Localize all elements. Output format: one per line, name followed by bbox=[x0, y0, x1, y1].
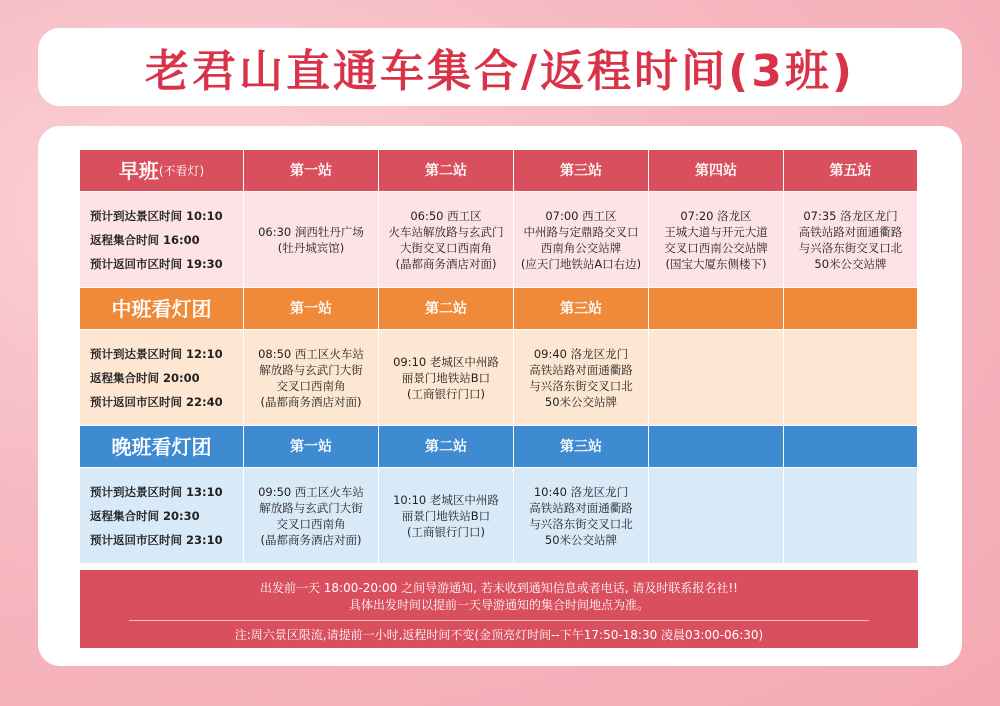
midday-header-empty-5 bbox=[784, 288, 918, 330]
stop-line: 09:40 洛龙区龙门 bbox=[533, 346, 629, 361]
stop-line: (工商银行门口) bbox=[407, 524, 485, 539]
stop-line: 06:30 涧西牡丹广场 bbox=[258, 224, 364, 239]
title-banner bbox=[38, 28, 962, 106]
morning-stop-2 bbox=[379, 192, 514, 288]
midday-return-city-time: 预计返回市区时间 22:40 bbox=[90, 394, 223, 409]
stop-line: 王城大道与开元大道 bbox=[664, 224, 768, 239]
evening-header-stop-3: 第三站 bbox=[514, 426, 649, 468]
midday-times bbox=[80, 330, 244, 426]
stop-line: 50米公交站牌 bbox=[814, 256, 887, 271]
midday-arrive-time: 预计到达景区时间 12:10 bbox=[90, 346, 223, 361]
evening-empty-4 bbox=[649, 468, 784, 564]
morning-times bbox=[80, 192, 244, 288]
stop-line: 06:50 西工区 bbox=[410, 208, 482, 223]
midday-header-stop-1: 第一站 bbox=[244, 288, 379, 330]
evening-return-gather-time: 返程集合时间 20:30 bbox=[90, 508, 200, 523]
evening-empty-5 bbox=[784, 468, 918, 564]
midday-body-row bbox=[80, 330, 918, 426]
midday-stop-3 bbox=[514, 330, 649, 426]
stop-line: 交叉口西南公交站牌 bbox=[664, 240, 768, 255]
evening-title: 晚班看灯团 bbox=[111, 434, 212, 459]
stop-line: 与兴洛东街交叉口北 bbox=[529, 378, 633, 393]
stop-line: 中州路与定鼎路交叉口 bbox=[523, 224, 639, 239]
stop-line: 07:20 洛龙区 bbox=[680, 208, 752, 223]
midday-stop-1 bbox=[244, 330, 379, 426]
stop-line: 交叉口西南角 bbox=[276, 378, 346, 393]
stop-line: 50米公交站牌 bbox=[544, 532, 618, 547]
stop-line: (工商银行门口) bbox=[407, 386, 485, 401]
footer-divider bbox=[129, 620, 869, 621]
stop-line: 丽景门地铁站B口 bbox=[401, 508, 491, 523]
stop-line: 高铁站路对面通衢路 bbox=[529, 500, 633, 515]
morning-stop-3 bbox=[514, 192, 649, 288]
stop-line: 07:35 洛龙区龙门 bbox=[803, 208, 898, 223]
evening-header-row bbox=[80, 426, 918, 468]
midday-empty-5 bbox=[784, 330, 918, 426]
stop-line: 西南角公交站牌 bbox=[540, 240, 622, 255]
stop-line: 10:10 老城区中州路 bbox=[393, 492, 499, 507]
stop-line: 与兴洛东街交叉口北 bbox=[798, 240, 903, 255]
morning-header-stop-1: 第一站 bbox=[244, 150, 379, 192]
notice-note: 注:周六景区限流,请提前一小时,返程时间不变(金顶亮灯时间--下午17:50-18:30 凌晨03:00-06:30) bbox=[234, 628, 764, 642]
stop-line: 08:50 西工区火车站 bbox=[258, 346, 364, 361]
midday-stop-2 bbox=[379, 330, 514, 426]
morning-return-city-time: 预计返回市区时间 19:30 bbox=[90, 256, 223, 271]
morning-header-stop-3: 第三站 bbox=[514, 150, 649, 192]
evening-stop-3 bbox=[514, 468, 649, 564]
schedule-table bbox=[80, 150, 918, 564]
midday-empty-4 bbox=[649, 330, 784, 426]
morning-title-cell bbox=[80, 150, 244, 192]
stop-line: (牡丹城宾馆) bbox=[277, 240, 345, 255]
midday-header-empty-4 bbox=[649, 288, 784, 330]
notice-line-2: 具体出发时间以提前一天导游通知的集合时间地点为准。 bbox=[348, 598, 649, 612]
stop-line: (晶都商务酒店对面) bbox=[260, 532, 362, 547]
evening-stop-2 bbox=[379, 468, 514, 564]
footer-notice bbox=[80, 570, 918, 648]
stop-line: 10:40 洛龙区龙门 bbox=[533, 484, 629, 499]
evening-times bbox=[80, 468, 244, 564]
morning-title: 早班 bbox=[118, 158, 159, 183]
stop-line: 交叉口西南角 bbox=[276, 516, 346, 531]
evening-arrive-time: 预计到达景区时间 13:10 bbox=[90, 484, 223, 499]
stop-line: (应天门地铁站A口右边) bbox=[520, 256, 642, 271]
midday-title: 中班看灯团 bbox=[111, 296, 212, 321]
evening-body-row bbox=[80, 468, 918, 564]
morning-header-stop-4: 第四站 bbox=[649, 150, 784, 192]
stop-line: (晶都商务酒店对面) bbox=[260, 394, 362, 409]
midday-title-cell bbox=[80, 288, 244, 330]
midday-header-stop-3: 第三站 bbox=[514, 288, 649, 330]
morning-subtitle: (不看灯) bbox=[158, 163, 205, 178]
evening-header-stop-1: 第一站 bbox=[244, 426, 379, 468]
morning-body-row bbox=[80, 192, 918, 288]
morning-header-stop-5: 第五站 bbox=[784, 150, 918, 192]
midday-header-row bbox=[80, 288, 918, 330]
morning-return-gather-time: 返程集合时间 16:00 bbox=[90, 232, 200, 247]
evening-header-stop-2: 第二站 bbox=[379, 426, 514, 468]
stop-line: 50米公交站牌 bbox=[544, 394, 618, 409]
midday-return-gather-time: 返程集合时间 20:00 bbox=[90, 370, 200, 385]
morning-stop-1 bbox=[244, 192, 379, 288]
stop-line: 09:50 西工区火车站 bbox=[258, 484, 364, 499]
morning-stop-5 bbox=[784, 192, 918, 288]
stop-line: 丽景门地铁站B口 bbox=[401, 370, 491, 385]
stop-line: 与兴洛东街交叉口北 bbox=[529, 516, 633, 531]
stop-line: 大街交叉口西南角 bbox=[400, 240, 492, 255]
notice-line-1: 出发前一天 18:00-20:00 之间导游通知, 若未收到通知信息或者电话, 请及时联系报名社!! bbox=[259, 581, 738, 595]
stop-line: 高铁站路对面通衢路 bbox=[798, 224, 903, 239]
morning-header-row bbox=[80, 150, 918, 192]
stop-line: 解放路与玄武门大街 bbox=[259, 500, 363, 515]
evening-header-empty-5 bbox=[784, 426, 918, 468]
stop-line: 解放路与玄武门大街 bbox=[259, 362, 363, 377]
morning-stop-4 bbox=[649, 192, 784, 288]
midday-header-stop-2: 第二站 bbox=[379, 288, 514, 330]
stop-line: 高铁站路对面通衢路 bbox=[529, 362, 633, 377]
stop-line: 07:00 西工区 bbox=[545, 208, 617, 223]
stop-line: 09:10 老城区中州路 bbox=[393, 354, 499, 369]
stop-line: (国宝大厦东侧楼下) bbox=[665, 256, 767, 271]
stop-line: (晶都商务酒店对面) bbox=[395, 256, 497, 271]
morning-arrive-time: 预计到达景区时间 10:10 bbox=[90, 208, 223, 223]
page-title: 老君山直通车集合/返程时间(3班) bbox=[145, 46, 855, 97]
evening-header-empty-4 bbox=[649, 426, 784, 468]
morning-header-stop-2: 第二站 bbox=[379, 150, 514, 192]
evening-return-city-time: 预计返回市区时间 23:10 bbox=[90, 532, 223, 547]
stop-line: 火车站解放路与玄武门 bbox=[388, 224, 504, 239]
evening-stop-1 bbox=[244, 468, 379, 564]
evening-title-cell bbox=[80, 426, 244, 468]
